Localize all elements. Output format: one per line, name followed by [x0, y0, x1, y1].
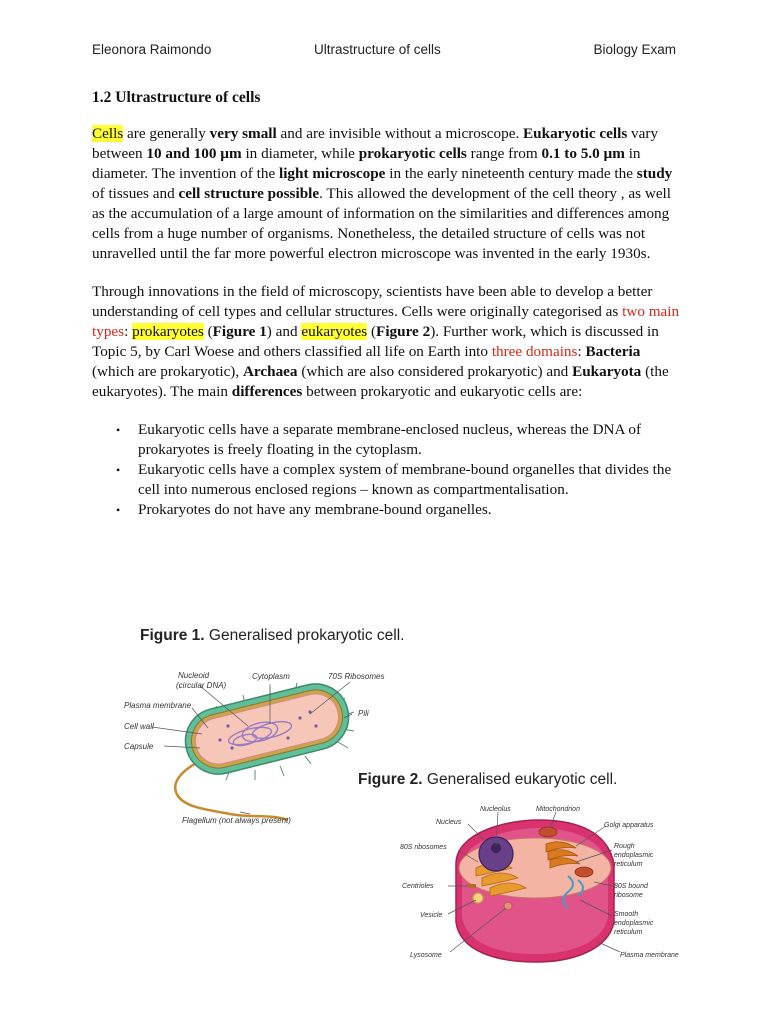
- label-rough-2: endoplasmic: [614, 852, 654, 859]
- label-plasma-membrane: Plasma membrane: [124, 701, 192, 710]
- prokaryotic-cell-diagram: [120, 664, 410, 829]
- label-nucleolus: Nucleolus: [480, 806, 511, 813]
- list-item: • Eukaryotic cells have a separate membrane-enclosed nucleus, whereas the DNA of prokaryotes is freely floating in the cytoplasm.: [138, 420, 682, 460]
- label-smooth-1: Smooth: [614, 911, 639, 918]
- label-centrioles: Centrioles: [402, 883, 434, 890]
- label-cell-wall: Cell wall: [124, 722, 154, 731]
- highlight-prokaryotes: prokaryotes: [132, 323, 204, 340]
- label-nucleoid: Nucleoid: [178, 671, 210, 680]
- label-flagellum: Flagellum (not always present): [182, 816, 291, 825]
- section-heading: 1.2 Ultrastructure of cells: [92, 89, 261, 106]
- differences-list: [92, 420, 682, 520]
- label-golgi: Golgi apparatus: [604, 822, 654, 829]
- label-vesicle: Vesicle: [420, 912, 443, 919]
- eukaryotic-cell-diagram: [398, 802, 688, 964]
- figure1-caption: Figure 1. Generalised prokaryotic cell.: [140, 627, 405, 644]
- highlight-eukaryotes: eukaryotes: [301, 323, 368, 340]
- label-bound-2: ribosome: [614, 892, 643, 899]
- header-title: Ultrastructure of cells: [314, 42, 441, 57]
- mitochondrion-2: [575, 867, 593, 877]
- figure2-caption: Figure 2. Generalised eukaryotic cell.: [358, 771, 618, 788]
- red-three-domains: three domains: [491, 343, 578, 360]
- label-80s-ribosomes: 80S ribosomes: [400, 844, 447, 851]
- label-bound-1: 80S bound: [614, 883, 648, 890]
- list-item: • Prokaryotes do not have any membrane-bound organelles.: [138, 500, 682, 520]
- label-nucleoid-2: (circular DNA): [176, 681, 227, 690]
- label-capsule: Capsule: [124, 742, 154, 751]
- label-lysosome: Lysosome: [410, 952, 442, 959]
- header-subject: Biology Exam: [593, 42, 676, 57]
- highlight-cells: Cells: [92, 125, 124, 142]
- label-smooth-2: endoplasmic: [614, 920, 654, 927]
- label-nucleus: Nucleus: [436, 819, 462, 826]
- label-cytoplasm: Cytoplasm: [252, 672, 290, 681]
- list-item: • Eukaryotic cells have a complex system of membrane-bound organelles that divides the cell into numerous enclosed regions – known as compartmentalisation.: [138, 460, 682, 500]
- label-rough-3: reticulum: [614, 861, 643, 868]
- document-body: [92, 88, 682, 520]
- classification-paragraph: Through innovations in the field of microscopy, scientists have been able to develop a better understanding of cell types and cellular structures. Cells were originally categorised as two main types: prokaryotes (Figure 1) and eukaryotes (Figure 2). Further work, which is discussed in Topic 5, by Carl Woese and others classified all life on Earth into three domains: Bacteria (which are prokaryotic), Archaea (which are also considered prokaryotic) and Eukaryota (the eukaryotes). The main differences between prokaryotic and eukaryotic cells are:: [92, 283, 680, 400]
- label-pili: Pili: [358, 709, 369, 718]
- label-smooth-3: reticulum: [614, 929, 643, 936]
- centrioles: [468, 884, 476, 888]
- label-rough-1: Rough: [614, 843, 635, 850]
- label-mitochondrion: Mitochondrion: [536, 806, 580, 813]
- intro-paragraph: Cells are generally very small and are invisible without a microscope. Eukaryotic cells vary between 10 and 100 µm in diameter, while prokaryotic cells range from 0.1 to 5.0 µm in diameter. The invention of the light microscope in the early nineteenth century made the study of tissues and cell structure possible. This allowed the development of the cell theory , as well as the accumulation of a large amount of information on the similarities and differences among cells from a huge number of organisms. Nonetheless, the detailed structure of cells was not unravelled until the far more powerful electron microscope was invented in the early 1930s.: [92, 125, 673, 262]
- header-author: Eleonora Raimondo: [92, 42, 212, 57]
- mitochondrion: [539, 827, 557, 837]
- red-two-main-types: two main types: [92, 303, 680, 340]
- label-ribosomes: 70S Ribosomes: [328, 672, 385, 681]
- vesicle: [473, 893, 483, 903]
- page-header: [92, 42, 676, 62]
- label-plasma-membrane: Plasma membrane: [620, 952, 679, 959]
